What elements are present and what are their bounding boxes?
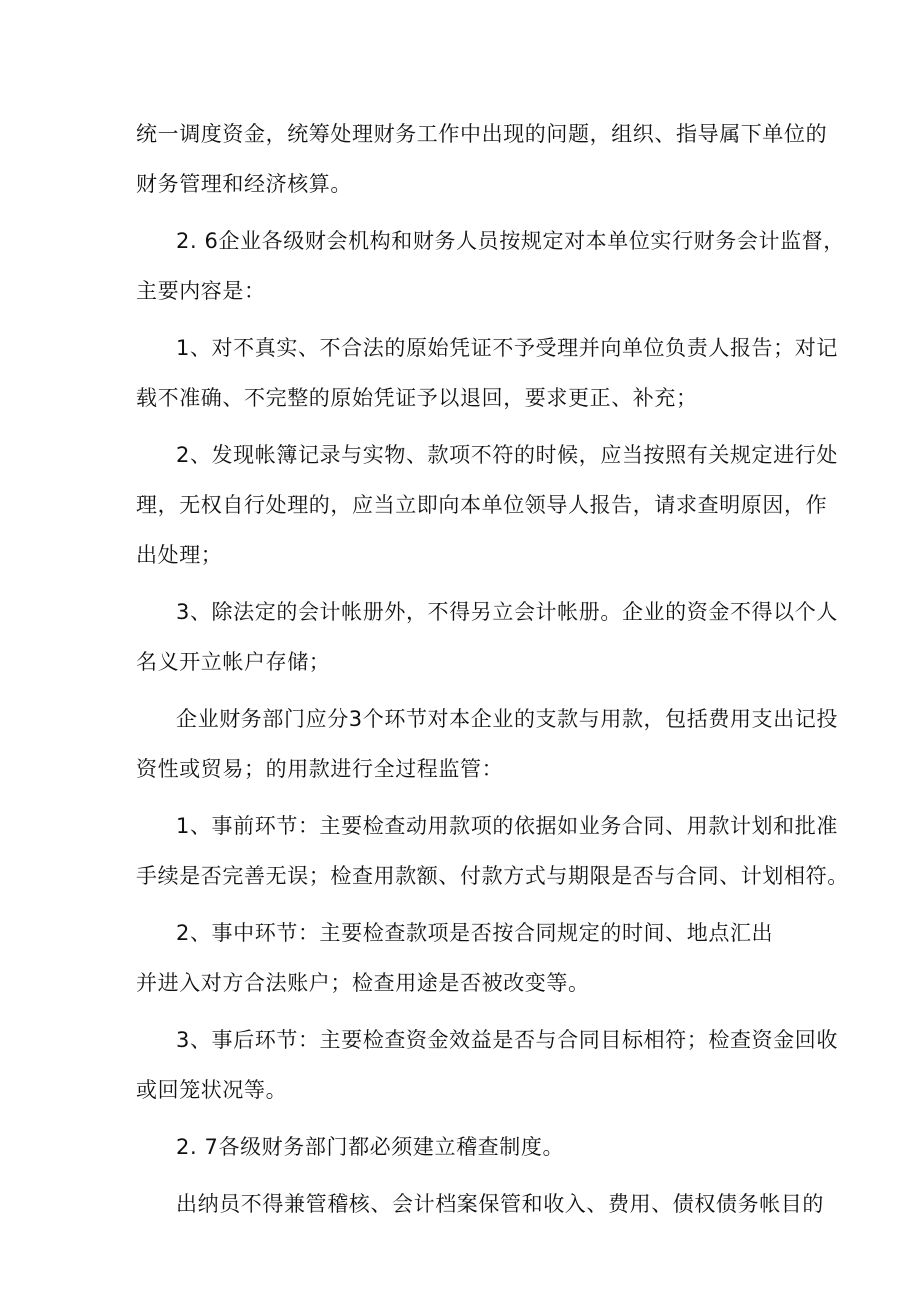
list-item: 2、事中环节：主要检查款项是否按合同规定的时间、地点汇出 (176, 921, 774, 945)
list-item: 2、发现帐簿记录与实物、款项不符的时候，应当按照有关规定进行处 (176, 443, 838, 467)
text-line: 载不准确、不完整的原始凭证予以退回，要求更正、补充； (136, 386, 698, 410)
section-heading-2-7: 2. 7各级财务部门都必须建立稽查制度。 (176, 1135, 565, 1159)
list-item: 3、事后环节：主要检查资金效益是否与合同目标相符；检查资金回收 (176, 1028, 838, 1052)
text-line: 出处理； (136, 543, 223, 567)
text-line: 财务管理和经济核算。 (136, 172, 352, 196)
list-item: 1、事前环节：主要检查动用款项的依据如业务合同、用款计划和批准 (176, 814, 838, 838)
text-line: 主要内容是： (136, 279, 266, 303)
text-line: 手续是否完善无误；检查用款额、付款方式与期限是否与合同、计划相符。 (136, 864, 849, 888)
section-heading-2-6: 2. 6企业各级财会机构和财务人员按规定对本单位实行财务会计监督， (176, 229, 845, 253)
list-item: 3、除法定的会计帐册外，不得另立会计帐册。企业的资金不得以个人 (176, 600, 838, 624)
list-item: 1、对不真实、不合法的原始凭证不予受理并向单位负责人报告；对记 (176, 336, 838, 360)
text-line: 理，无权自行处理的，应当立即向本单位领导人报告，请求查明原因，作 (136, 493, 828, 517)
text-line: 统一调度资金，统筹处理财务工作中出现的问题，组织、指导属下单位的 (136, 122, 828, 146)
paragraph: 出纳员不得兼管稽核、会计档案保管和收入、费用、债权债务帐目的 (176, 1192, 824, 1216)
text-line: 名义开立帐户存储； (136, 650, 331, 674)
text-line: 资性或贸易；的用款进行全过程监管： (136, 757, 504, 781)
text-line: 并进入对方合法账户；检查用途是否被改变等。 (136, 971, 590, 995)
text-line: 或回笼状况等。 (136, 1078, 288, 1102)
paragraph: 企业财务部门应分3个环节对本企业的支款与用款，包括费用支出记投 (176, 707, 838, 731)
